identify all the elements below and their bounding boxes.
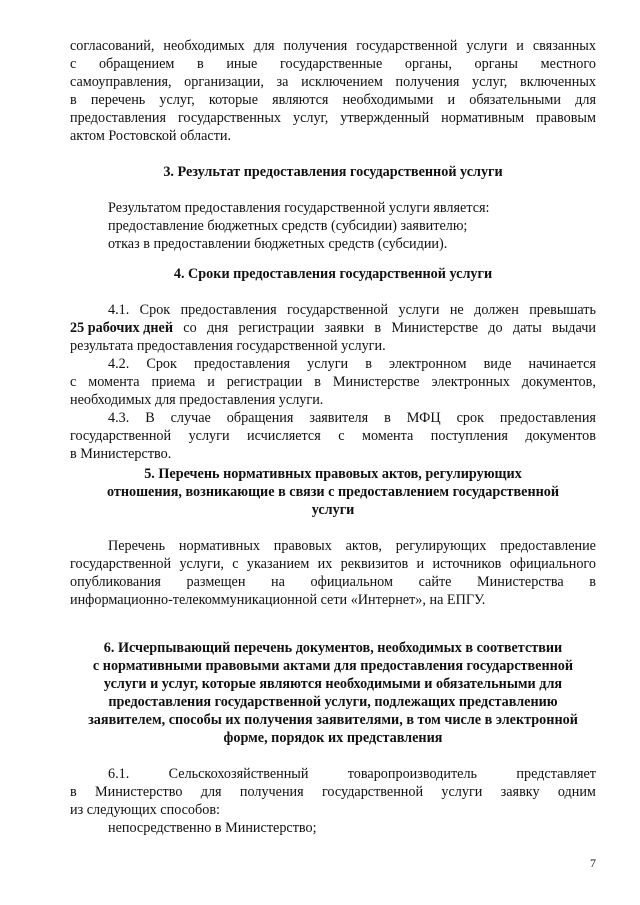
section-4-2-line-1 xyxy=(108,356,596,373)
word: и xyxy=(447,92,456,108)
word: даты xyxy=(512,320,542,336)
word: электронном xyxy=(389,356,467,372)
word: в xyxy=(196,56,204,72)
word: услуги xyxy=(466,38,508,54)
word: услуги xyxy=(398,302,440,318)
word: представляет xyxy=(516,766,596,782)
word: услуги xyxy=(188,428,230,444)
word: превышать xyxy=(529,302,596,318)
section-4-2-line-3: необходимых для предоставления услуги. xyxy=(70,392,324,408)
word: момента xyxy=(88,374,140,390)
word: предоставление xyxy=(500,538,596,554)
word: являются xyxy=(272,92,329,108)
word: услуг, xyxy=(292,110,329,126)
word: дня xyxy=(206,320,229,336)
word: для xyxy=(575,92,596,108)
word: которые xyxy=(208,92,259,108)
word: исключением xyxy=(301,74,383,90)
word: официального xyxy=(509,556,596,572)
word: предоставления xyxy=(499,410,596,426)
word: услуги, xyxy=(179,556,224,572)
word: государственной xyxy=(70,428,172,444)
word: получения xyxy=(283,38,348,54)
word: сайте xyxy=(418,574,452,590)
word: услуги xyxy=(441,784,483,800)
intro-line-4 xyxy=(70,92,596,109)
word: перечень xyxy=(90,92,146,108)
word: самоуправления, xyxy=(70,74,172,90)
section-5-line-4: информационно-телекоммуникационной сети «Интернет», на ЕПГУ. xyxy=(70,592,486,608)
section-4-3-line-3: в Министерство. xyxy=(70,446,172,462)
section-6-heading-line-5: заявителем, способы их получения заявителями, в том числе в электронной xyxy=(88,712,578,728)
page-number: 7 xyxy=(590,856,596,870)
word: получения xyxy=(239,784,304,800)
word: со xyxy=(183,320,197,336)
section-6-heading-line-2: с нормативными правовыми актами для предоставления государственной xyxy=(92,658,574,674)
word: нормативным xyxy=(441,110,525,126)
word: заявки xyxy=(324,320,365,336)
word: государственной xyxy=(321,784,424,800)
word: нормативных xyxy=(178,538,260,554)
word: срок xyxy=(456,410,484,426)
word: государственные xyxy=(279,56,383,72)
word: государственных xyxy=(177,110,282,126)
word: предоставления xyxy=(70,110,167,126)
word: необходимых xyxy=(163,38,245,54)
word: иные xyxy=(226,56,258,72)
word: включенных xyxy=(520,74,596,90)
section-3-line-2: предоставление бюджетных средств (субсидии) заявителю; xyxy=(108,218,468,234)
word: заявителя xyxy=(309,410,369,426)
word: органы, xyxy=(404,56,452,72)
word: Сельскохозяйственный xyxy=(168,766,309,782)
section-4-3-line-2 xyxy=(70,428,596,445)
word: момента xyxy=(361,428,414,444)
word: регистрации xyxy=(238,320,315,336)
word: Министерстве xyxy=(391,320,479,336)
word: Срок xyxy=(146,356,177,372)
word: государственной xyxy=(356,38,458,54)
section-5-line-2 xyxy=(70,556,596,573)
word: 4.3. xyxy=(108,410,130,426)
word: обращения xyxy=(226,410,294,426)
word: официальном xyxy=(310,574,393,590)
word: предоставления xyxy=(180,302,277,318)
section-4-heading: 4. Сроки предоставления государственной услуги xyxy=(173,266,493,282)
section-4-1-line-1 xyxy=(108,302,596,319)
word: организации, xyxy=(184,74,264,90)
word: предоставления xyxy=(194,356,291,372)
deadline-emphasis: 25 рабочих дней xyxy=(70,320,173,336)
word: в xyxy=(589,574,596,590)
word: В xyxy=(145,410,155,426)
word: товаропроизводитель xyxy=(347,766,478,782)
word: МФЦ xyxy=(406,410,441,426)
word: 4.1. xyxy=(108,302,130,318)
word: в xyxy=(365,356,372,372)
word: Срок xyxy=(139,302,171,318)
word: Министерство xyxy=(94,784,183,800)
word: указанием xyxy=(246,556,310,572)
word: обязательными xyxy=(469,92,561,108)
word: их xyxy=(317,556,333,572)
word: местного xyxy=(540,56,596,72)
word: в xyxy=(384,410,391,426)
intro-line-2 xyxy=(70,56,596,73)
word: случае xyxy=(170,410,211,426)
intro-line-5 xyxy=(70,110,596,127)
word: с xyxy=(70,374,77,390)
word: 6.1. xyxy=(108,766,130,782)
word: 4.2. xyxy=(108,356,130,372)
section-3-heading: 3. Результат предоставления государственной услуги xyxy=(163,164,503,180)
word: регулирующих xyxy=(395,538,487,554)
intro-line-1 xyxy=(70,38,596,55)
section-6-1-line-2 xyxy=(70,784,596,801)
word: регистрации xyxy=(226,374,303,390)
word: утвержденный xyxy=(340,110,430,126)
section-3-line-1: Результатом предоставления государственной услуги является: xyxy=(108,200,490,216)
section-6-heading-line-6: форме, порядок их представления xyxy=(223,730,443,746)
word: и xyxy=(416,556,425,572)
word: для xyxy=(200,784,222,800)
word: правовым xyxy=(536,110,596,126)
word: государственной xyxy=(286,302,389,318)
word: должен xyxy=(474,302,519,318)
word: документов, xyxy=(521,374,596,390)
word: на xyxy=(271,574,285,590)
word: размещен xyxy=(186,574,246,590)
section-5-heading-line-3: услуги xyxy=(311,502,355,518)
word: документов xyxy=(525,428,596,444)
word: связанных xyxy=(532,38,596,54)
section-6-1-line-4: непосредственно в Министерство; xyxy=(108,820,317,836)
word: согласований, xyxy=(70,38,155,54)
section-6-1-line-1 xyxy=(108,766,596,783)
word: опубликования xyxy=(70,574,161,590)
word: электронных xyxy=(431,374,510,390)
word: обращением xyxy=(98,56,175,72)
word: и xyxy=(207,374,215,390)
word: государственной xyxy=(70,556,172,572)
word: не xyxy=(449,302,464,318)
word: за xyxy=(276,74,289,90)
word: поступления xyxy=(430,428,508,444)
word: и xyxy=(516,38,524,54)
word: заявку xyxy=(500,784,540,800)
word: виде xyxy=(483,356,512,372)
word: правовых xyxy=(273,538,332,554)
word: с xyxy=(70,56,77,72)
word: реквизитов xyxy=(340,556,409,572)
word: в xyxy=(70,784,77,800)
word: Министерства xyxy=(477,574,564,590)
word: в xyxy=(314,374,321,390)
section-4-1-line-2 xyxy=(70,320,596,337)
section-6-1-line-3: из следующих способов: xyxy=(70,802,220,818)
word: органы xyxy=(474,56,518,72)
section-4-2-line-2 xyxy=(70,374,596,391)
word: Министерстве xyxy=(332,374,420,390)
word: одним xyxy=(557,784,596,800)
word: услуги xyxy=(307,356,349,372)
intro-line-6: актом Ростовской области. xyxy=(70,128,232,144)
section-5-line-1 xyxy=(108,538,596,555)
section-3-line-3: отказ в предоставлении бюджетных средств (субсидии). xyxy=(108,236,448,252)
section-6-heading-line-3: услуги и услуг, которые являются необходимыми и обязательными для xyxy=(103,676,563,692)
word: до xyxy=(488,320,503,336)
word: начинается xyxy=(528,356,596,372)
word: источников xyxy=(432,556,502,572)
word: в xyxy=(70,92,77,108)
section-5-line-3 xyxy=(70,574,596,591)
word: актов, xyxy=(345,538,382,554)
word: необходимыми xyxy=(342,92,434,108)
section-4-3-line-1 xyxy=(108,410,596,427)
section-5-heading-line-1: 5. Перечень нормативных правовых актов, регулирующих xyxy=(144,466,522,482)
intro-line-3 xyxy=(70,74,596,91)
word: исчисляется xyxy=(247,428,321,444)
section-6-heading-line-1: 6. Исчерпывающий перечень документов, необходимых в соответствии xyxy=(103,640,563,656)
word: в xyxy=(374,320,382,336)
word: с xyxy=(232,556,239,572)
word: услуг, xyxy=(472,74,508,90)
section-5-heading-line-2: отношения, возникающие в связи с предоставлением государственной xyxy=(106,484,560,500)
section-6-heading-line-4: предоставления государственной услуги, подлежащих представлению xyxy=(108,694,558,710)
word: для xyxy=(253,38,275,54)
word: с xyxy=(338,428,345,444)
section-4-1-line-3: результата предоставления государственной услуги. xyxy=(70,338,386,354)
word: получения xyxy=(395,74,460,90)
word: Перечень xyxy=(108,538,166,554)
word: услуг, xyxy=(159,92,195,108)
word: выдачи xyxy=(552,320,596,336)
word: приема xyxy=(151,374,196,390)
